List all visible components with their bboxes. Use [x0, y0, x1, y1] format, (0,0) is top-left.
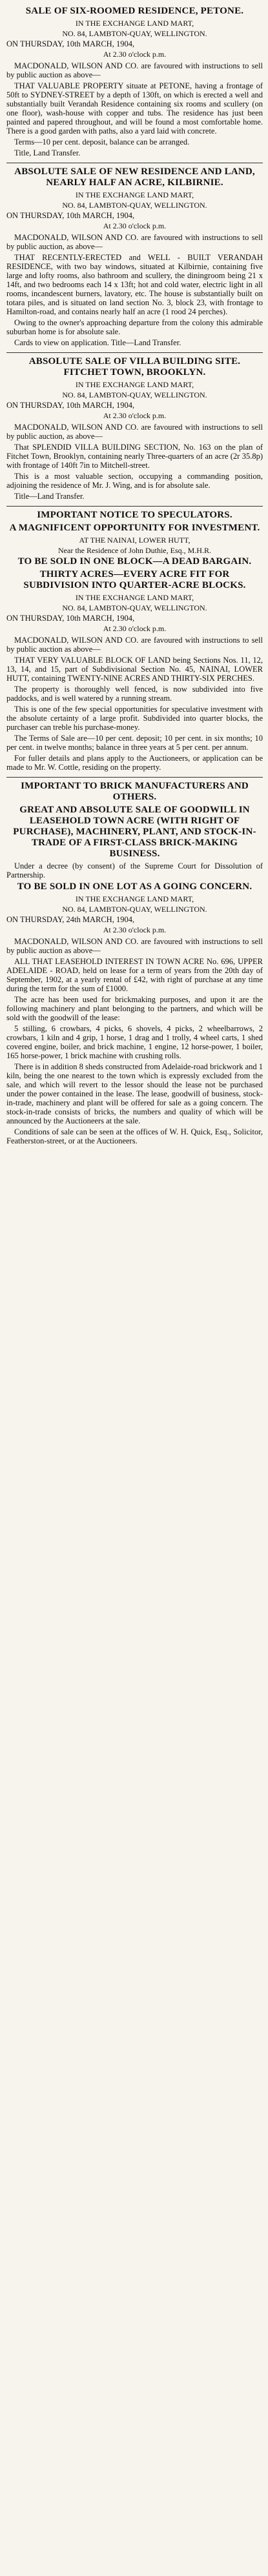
body-paragraph: That SPLENDID VILLA BUILDING SECTION, No. 163 on the plan of Fitchet Town, Brooklyn, containing nearly Three-quarters of an acre (2r 35.8p) with frontage of 140ft 7in to Mitchell-street.	[6, 443, 263, 470]
address: NO. 84, LAMBTON-QUAY, WELLINGTON.	[62, 201, 207, 210]
sale-time: At 2.30 o'clock p.m.	[103, 411, 167, 420]
venue: IN THE EXCHANGE LAND MART,	[75, 190, 194, 199]
body-paragraph: The Terms of Sale are—10 per cent. deposit; 10 per cent. in six months; 10 per cent. in twelve months; balance in three years at 5 per cent. per annum.	[6, 734, 263, 752]
address: NO. 84, LAMBTON-QUAY, WELLINGTON.	[62, 390, 207, 399]
sale-time: At 2.30 o'clock p.m.	[103, 221, 167, 230]
ad-heading: IMPORTANT NOTICE TO SPECULATORS.	[37, 510, 232, 520]
venue: IN THE EXCHANGE LAND MART,	[75, 19, 194, 28]
body-paragraph: This is a most valuable section, occupying a commanding position, adjoining the residence of Mr. J. Wing, and is for absolute sale.	[6, 472, 263, 490]
sale-date: ON THURSDAY, 24th MARCH, 1904,	[6, 915, 135, 924]
body-paragraph: MACDONALD, WILSON AND CO. are favoured with instructions to sell by public auction as above—	[6, 636, 263, 654]
body-paragraph: Conditions of sale can be seen at the offices of W. H. Quick, Esq., Solicitor, Featherston-street, or at the Auctioneers.	[6, 1127, 263, 1145]
advertisement	[6, 507, 263, 778]
body-paragraph: 5 stilling, 6 crowbars, 4 picks, 6 shovels, 4 picks, 2 wheelbarrows, 2 crowbars, 1 kiln and 4 grip, 1 horse, 1 drag and 1 trolly, 4 wheel carts, 1 shed covered engine, boiler, and brick machine, 1 engine, 12 horse-power, 1 boiler, 165 horse-power, 1 brick machine with crushing rolls.	[6, 1024, 263, 1060]
sale-date: ON THURSDAY, 10th MARCH, 1904,	[6, 39, 135, 48]
sale-date: ON THURSDAY, 10th MARCH, 1904,	[6, 211, 135, 220]
title-note: Cards to view on application. Title—Land Transfer.	[14, 338, 181, 347]
body-paragraph: MACDONALD, WILSON AND CO. are favoured with instructions to sell by public auction, as above—	[6, 423, 263, 441]
advertisement	[6, 3, 263, 163]
tagline: THIRTY ACRES—EVERY ACRE FIT FOR SUBDIVISION INTO QUARTER-ACRE BLOCKS.	[23, 569, 246, 590]
terms: Terms—10 per cent. deposit, balance can be arranged.	[14, 137, 190, 146]
ad-subheading: GREAT AND ABSOLUTE SALE OF GOODWILL IN LEASEHOLD TOWN ACRE (WITH RIGHT OF PURCHASE), MACHINERY, PLANT, AND STOCK-IN-TRADE OF A FIRST-CLASS BRICK-MAKING BUSINESS.	[13, 805, 256, 859]
advertisement	[6, 163, 263, 353]
sale-time: At 2.30 o'clock p.m.	[103, 624, 167, 633]
ad-heading: IMPORTANT TO BRICK MANUFACTURERS AND OTHERS.	[21, 781, 249, 802]
title-note: Title, Land Transfer.	[14, 148, 81, 157]
ad-heading: ABSOLUTE SALE OF NEW RESIDENCE AND LAND, NEARLY HALF AN ACRE, KILBIRNIE.	[14, 166, 255, 188]
body-paragraph: Owing to the owner's approaching departure from the colony this admirable suburban home is for absolute sale.	[6, 318, 263, 336]
body-paragraph: ALL THAT LEASEHOLD INTEREST IN TOWN ACRE No. 696, UPPER ADELAIDE - ROAD, held on lease for a term of years from the 20th day of September, 1902, at a yearly rental of £42, with right of purchase at any time during the term for the sum of £1000.	[6, 957, 263, 993]
sale-note: TO BE SOLD IN ONE LOT AS A GOING CONCERN.	[17, 881, 253, 892]
sale-time: At 2.30 o'clock p.m.	[103, 50, 167, 59]
body-paragraph: The acre has been used for brickmaking purposes, and upon it are the following machinery and plant belonging to the partners, and which will be sold with the goodwill of the lease:	[6, 995, 263, 1022]
body-paragraph: For fuller details and plans apply to the Auctioneers, or application can be made to Mr. W. Cottle, residing on the property.	[6, 754, 263, 772]
sale-time: At 2.30 o'clock p.m.	[103, 925, 167, 934]
body-paragraph: THAT RECENTLY-ERECTED and WELL - BUILT VERANDAH RESIDENCE, with two bay windows, situated at Kilbirnie, containing five large and lofty rooms, also bathroom and scullery, the diningroom being 21 x 14ft, and two bedrooms each 14 x 13ft; hot and cold water, electric light in all rooms, incandescent burners, lavatory, etc. The house is substantially built on totara piles, and is situated on land section No. 3, block 23, with frontage to Hamilton-road, and contains nearly half an acre (1 rood 24 perches).	[6, 253, 263, 316]
body-paragraph: This is one of the few special opportunities for speculative investment with the absolute certainty of a large profit. Subdivided into quarter blocks, the purchaser can treble his purchase-money.	[6, 705, 263, 732]
body-paragraph: MACDONALD, WILSON AND CO. are favoured with instructions to sell by public auction, as above—	[6, 233, 263, 251]
sale-date: ON THURSDAY, 10th MARCH, 1904,	[6, 401, 135, 410]
advertisement	[6, 353, 263, 507]
sale-note: TO BE SOLD IN ONE BLOCK—A DEAD BARGAIN.	[17, 556, 252, 567]
venue: IN THE EXCHANGE LAND MART,	[75, 894, 194, 903]
body-paragraph: THAT VALUABLE PROPERTY situate at PETONE, having a frontage of 50ft to SYDNEY-STREET by a depth of 130ft, on which is erected a well and substantially built Verandah Residence containing six rooms and scullery (on one floor), wash-house with copper and tubs. The residence has just been painted and papered throughout, and will be found a most comfortable home. There is a good garden with paths, also a yard laid with concrete.	[6, 81, 263, 136]
body-paragraph: The property is thoroughly well fenced, is now subdivided into five paddocks, and is well watered by a running stream.	[6, 685, 263, 703]
location: AT THE NAINAI, LOWER HUTT,	[79, 536, 191, 545]
location-note: Near the Residence of John Duthie, Esq., M.H.R.	[58, 546, 211, 555]
title-note: Title—Land Transfer.	[14, 492, 85, 501]
body-paragraph: MACDONALD, WILSON AND CO. are favoured with instructions to sell by public auction as above—	[6, 61, 263, 79]
sale-date: ON THURSDAY, 10th MARCH, 1904,	[6, 614, 135, 623]
advertisement	[6, 778, 263, 1151]
venue: IN THE EXCHANGE LAND MART,	[75, 380, 194, 389]
body-paragraph: There is in addition 8 sheds constructed from Adelaide-road brickwork and 1 kiln, being the one nearest to the town which is expressly excluded from the sale, and which will revert to the lessor should the lease not be purchased under the power contained in the lease. The lease, goodwill of business, stock-in-trade, machinery and plant will be offered for sale as a going concern. The stock-in-trade consists of bricks, the numbers and quality of which will be announced by the Auctioneers at the sale.	[6, 1062, 263, 1125]
venue: IN THE EXCHANGE LAND MART,	[75, 593, 194, 602]
address: NO. 84, LAMBTON-QUAY, WELLINGTON.	[62, 905, 207, 914]
body-paragraph: MACDONALD, WILSON AND CO. are favoured with instructions to sell by public auction as above—	[6, 937, 263, 955]
address: NO. 84, LAMBTON-QUAY, WELLINGTON.	[62, 29, 207, 38]
address: NO. 84, LAMBTON-QUAY, WELLINGTON.	[62, 603, 207, 612]
ad-heading: SALE OF SIX-ROOMED RESIDENCE, PETONE.	[25, 6, 244, 16]
body-paragraph: THAT VERY VALUABLE BLOCK OF LAND being Sections Nos. 11, 12, 13, 14, and 15, part of Subdivisional Section No. 45, NAINAI, LOWER HUTT, containing TWENTY-NINE ACRES AND THIRTY-SIX PERCHES.	[6, 656, 263, 683]
ad-heading: ABSOLUTE SALE OF VILLA BUILDING SITE. FITCHET TOWN, BROOKLYN.	[28, 356, 241, 377]
decree-note: Under a decree (by consent) of the Supreme Court for Dissolution of Partnership.	[6, 861, 263, 880]
ad-subheading: A MAGNIFICENT OPPORTUNITY FOR INVESTMENT.	[9, 523, 260, 533]
